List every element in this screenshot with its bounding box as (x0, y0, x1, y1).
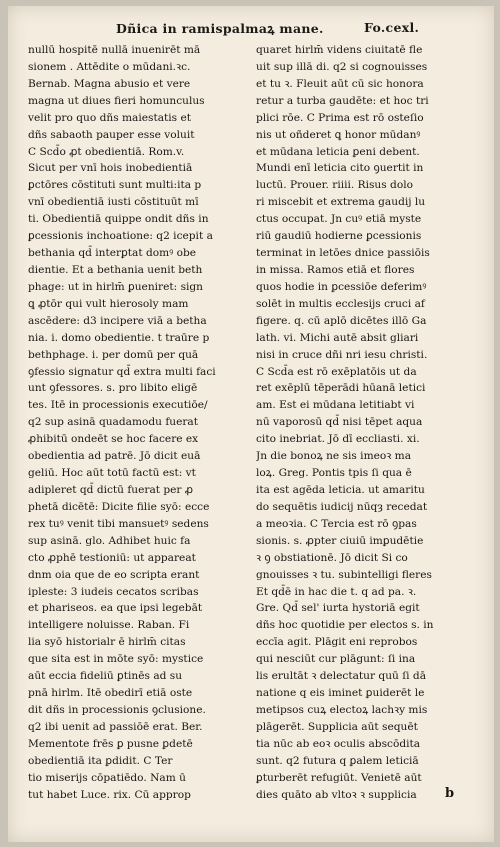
signature-mark: b (445, 786, 455, 801)
text-line: nū vaporosū qd̄ nisi tēpet aqua (256, 416, 423, 429)
text-line: nullū hospitē nullā inuenirēt mā (28, 44, 201, 56)
text-line: lis erultāt ꝛ delectatur quū ſi dā (256, 670, 427, 683)
text-line: ita est agēda leticia. ut amaritu (256, 483, 425, 496)
text-line: tes. Itē in processionis executiōe/ (28, 399, 208, 412)
text-line: tia nūc ab eoꝛ oculis abscōdita (256, 737, 421, 750)
text-line: sunt. q2 futura q ꝑalem leticiā (256, 754, 419, 767)
text-line: figere. q. cū aplō dicētes illō Ga (256, 314, 427, 327)
text-line: qui nesciūt cur plāgunt: ſi ina (256, 653, 416, 666)
right-text-column (256, 42, 474, 803)
text-line: a meoꝛia. C Tercia est rō ꝯpas (256, 517, 417, 530)
text-line: ascēdere: d3 incipere viā a betha (28, 314, 207, 327)
text-line: et phariseos. ea que ipsi legebāt (28, 602, 203, 615)
text-line: dñs hoc quotidie per electos s. in (256, 619, 434, 632)
text-line: Mementote frēs ꝑ pusne ꝑdetē (28, 737, 193, 750)
text-line: C Scd̄o ꝓt obedientiā. Rom.v. (28, 145, 185, 158)
text-line: dñs sabaoth pauper esse voluit (28, 128, 195, 141)
text-line: sionem . Attēdite o mūdani.ꝛc. (28, 60, 191, 73)
text-line: Mundi enī leticia cito ꝯuertit in (256, 162, 424, 175)
text-line: ret exēplū tēperādi hūanā letici (256, 382, 426, 395)
text-line: plāgerēt. Supplicia aūt sequēt (256, 720, 418, 733)
text-line: riū gaudiū hodierne ꝑcessionis (256, 230, 422, 243)
text-line: in missa. Ramos etiā et flores (256, 263, 415, 276)
text-line: bethania qd̄ interꝑtat domꝰ obe (28, 247, 197, 260)
text-line: ipleste: 3 iudeis cecatos scribas (28, 585, 199, 598)
text-line: magna ut diues fieri homunculus (28, 94, 205, 107)
text-line: dientie. Et a bethania uenit beth (28, 263, 203, 276)
text-line: ꝑturberēt refugiūt. Venietē aūt (256, 771, 422, 784)
text-line: uit sup illā di. q2 si cognouisses (256, 60, 428, 73)
text-line: nis ut oñderet ꝗ honor mūdanꝰ (256, 128, 421, 141)
text-line: sup asinā. glo. Adhibet huic fa (28, 534, 191, 547)
text-line: metipsos cuꝝ electoꝝ lachꝛy mis (256, 703, 428, 716)
text-line: ꝓhibitū ondeēt se hoc facere ex (28, 433, 199, 446)
running-header (116, 20, 436, 40)
text-line: intelligere noluisse. Raban. Fi (28, 619, 190, 632)
text-line: ꝑcessionis inchoatione: q2 icepit a (28, 230, 213, 243)
running-title: Dñica in ramispalmaꝝ mane. (116, 21, 324, 36)
text-line: Jn die bonoꝝ ne sis imeoꝛ ma (256, 450, 412, 463)
text-line: phage: ut in hirlm̄ ꝑueniret: sign (28, 280, 203, 293)
text-line: adipleret qd̄ dictū fuerat per ꝓ (28, 483, 194, 496)
text-line: aūt eccia fideliū ꝑtinēs ad su (28, 670, 183, 683)
text-line: C Scd̄a est rō exēplatōis ut da (256, 365, 417, 378)
text-line: Bernab. Magna abusio et vere (28, 77, 191, 90)
text-line: plici rōe. C Prima est rō osteſio (256, 111, 424, 124)
text-line: lath. vi. Michi autē absit gliari (256, 331, 419, 344)
text-line: tio miserijs cōpatiēdo. Nam ū (28, 771, 186, 784)
text-line: nisi in cruce dñi nri iesu christi. (256, 348, 428, 361)
text-line: geliū. Hoc aūt totū factū est: vt (28, 467, 196, 480)
text-line: gnouisses ꝛ tu. subintelligi fleres (256, 568, 432, 581)
text-line: q2 ibi uenit ad passiōē erat. Ber. (28, 720, 203, 733)
text-line: et tu ꝛ. Fleuit aūt cū sic honora (256, 77, 424, 90)
text-line: eccīa agit. Plāgit eni reprobos (256, 636, 418, 649)
text-line: q2 sup asinā quadamodu fuerat (28, 416, 199, 429)
text-line: dit dñs in processionis ꝯclusione. (28, 703, 206, 716)
text-line: dies quāto ab vltoꝛ ꝛ supplicia (256, 788, 417, 801)
text-line: loꝝ. Greg. Pontis tpis ſi qua ē (256, 467, 412, 480)
text-line: et mūdana leticia ꝑeni debent. (256, 145, 420, 158)
text-line: sionis. s. ꝓpter ciuiū imꝑudētie (256, 534, 424, 547)
text-line: ꝛ ꝯ obstiationē. Jō dicit Si co (256, 551, 408, 564)
text-line: dnm oia que de eo scripta erant (28, 568, 200, 581)
text-line: ti. Obedientiā quippe ondit dñs in (28, 213, 209, 226)
left-text-column (28, 42, 244, 803)
text-line: do sequētis iudicij nūqȝ recedat (256, 500, 428, 513)
text-line: ꝗ ꝓtōr qui vult hierosoly mam (28, 297, 189, 310)
text-line: cto ꝓphē testioniū: ut appareat (28, 551, 196, 564)
text-line: terminat in letōes dnice passiōis (256, 247, 430, 260)
text-line: Gre. Qd̄ sel' iurta hystoriā egit (256, 602, 420, 615)
text-line: bethphage. i. per domū per quā (28, 348, 199, 361)
text-line: unt ꝯfessores. s. pro libito eligē (28, 382, 198, 395)
text-line: ctus occupat. Jn cuꝰ etiā myste (256, 213, 422, 226)
text-line: am. Est ei mūdana letitiabt vi (256, 399, 415, 412)
text-line: ri miscebit et extrema gaudij lu (256, 196, 426, 209)
text-line: ꝯfessio signatur qd̄ extra multi faci (28, 365, 216, 378)
text-line: tut habet Luce. rix. Cū approp (28, 788, 191, 801)
text-line: vnī obedientiā iusti cōstituūt mī (28, 196, 199, 209)
text-line: Sicut per vnī hois inobedientiā (28, 162, 193, 175)
text-line: cito inebriat. Jō dī eccliasti. xi. (256, 433, 420, 446)
text-line: que sita est in mōte syō: mystice (28, 653, 204, 666)
text-line: obedientia ad patrē. Jō dicit euā (28, 450, 201, 463)
text-line: quaret hirlm̄ videns ciuitatē fle (256, 44, 423, 56)
text-line: solēt in multis ecclesijs cruci af (256, 297, 425, 310)
text-line: natione q eis iminet ꝑuiderēt le (256, 687, 425, 700)
text-line: lia syō historialr ē hirlm̄ citas (28, 636, 186, 649)
text-line: nia. i. domo obedientie. t traūre p (28, 331, 210, 344)
text-line: quos hodie in ꝑcessiōe deferimꝰ (256, 280, 427, 293)
text-line: velit pro quo dñs maiestatis et (28, 111, 192, 124)
text-line: retur a turba gaudēte: et hoc tri (256, 94, 429, 107)
text-line: ꝑctōres cōstituti sunt multi:ita p (28, 179, 202, 192)
folio-number: Fo.cexl. (364, 20, 420, 35)
text-line: luctū. Prouer. riiii. Risus dolo (256, 179, 413, 192)
book-page (8, 6, 494, 842)
text-line: rex tuꝰ venit tibi mansuetꝰ sedens (28, 517, 209, 530)
text-line: phetā dicētē: Dicite filie syō: ecce (28, 500, 210, 513)
text-line: obedientiā ita ꝑdidit. C Ter (28, 754, 173, 767)
text-line: Et qd̄ē in hac die t. q ad pa. ꝛ. (256, 585, 417, 598)
text-line: pnā hirlm. Itē obedirī etiā oste (28, 687, 193, 700)
